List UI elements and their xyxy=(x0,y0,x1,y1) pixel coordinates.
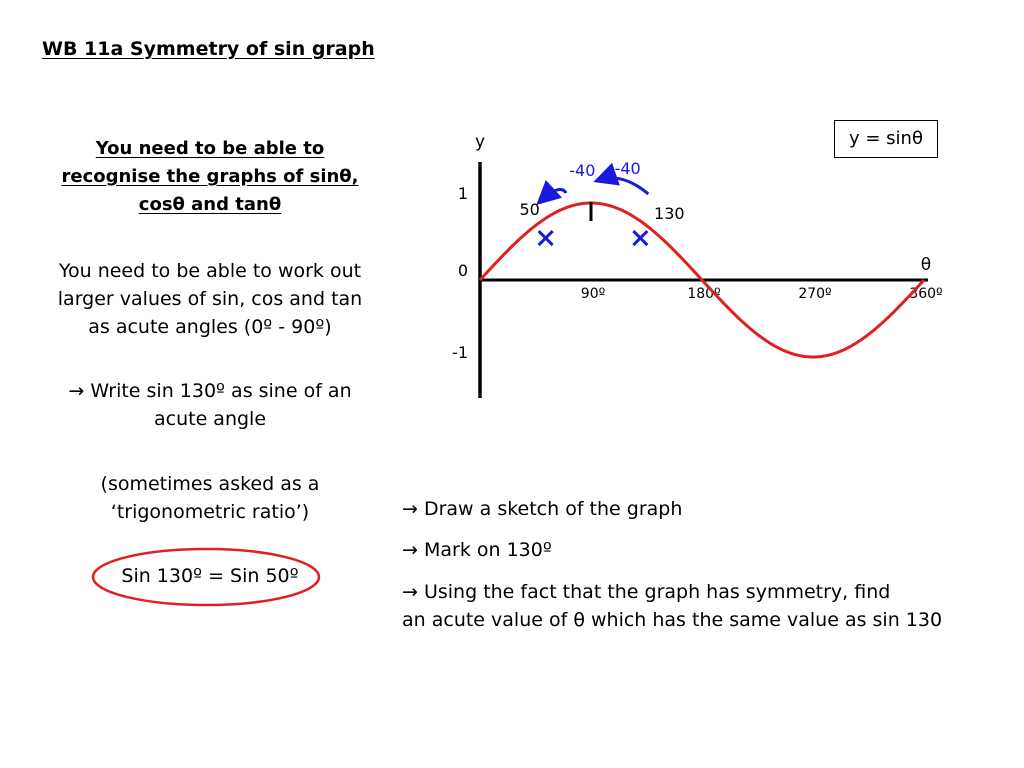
page-title: WB 11a Symmetry of sin graph xyxy=(42,38,375,60)
y-tick-label: 1 xyxy=(457,184,468,203)
text-line: (sometimes asked as a xyxy=(100,473,320,495)
step-text: Using the fact that the graph has symmetry, find xyxy=(423,581,891,603)
step-1 xyxy=(402,495,1002,523)
arrow-label: -40 xyxy=(569,161,596,180)
text-line: as acute angles (0º - 90º) xyxy=(88,316,332,338)
step-text: Mark on 130º xyxy=(423,539,552,561)
arrow-icon: → xyxy=(402,581,418,603)
step-text: Draw a sketch of the graph xyxy=(423,498,683,520)
arrow-label: -40 xyxy=(614,159,641,178)
text-line: larger values of sin, cos and tan xyxy=(57,288,363,310)
step-2 xyxy=(402,536,1002,564)
answer-circle xyxy=(93,549,319,605)
text: Write sin 130º as sine of an xyxy=(90,380,352,402)
arrow-icon: → xyxy=(68,380,85,402)
arrow-90-to-50 xyxy=(541,189,566,201)
x-tick-label: 270º xyxy=(798,286,832,302)
text-line: You need to be able to work out xyxy=(58,260,362,282)
arrow-icon: → xyxy=(402,539,418,561)
point-label-50: 50 xyxy=(519,200,540,219)
chart-legend: y = sinθ xyxy=(834,120,938,158)
answer-text: Sin 130º = Sin 50º xyxy=(121,565,299,587)
step-text: an acute value of θ which has the same value as sin 130 xyxy=(402,609,943,631)
y-axis-label: y xyxy=(474,132,486,152)
heading-line: You need to be able to xyxy=(95,138,325,159)
x-tick-label: 180º xyxy=(687,286,721,302)
x-tick-label: 360º xyxy=(909,286,943,302)
text-line: ‘trigonometric ratio’) xyxy=(110,501,310,523)
arrow-130-to-90 xyxy=(599,178,648,194)
heading-line: recognise the graphs of sinθ, xyxy=(61,166,359,187)
sine-chart xyxy=(440,120,960,420)
x-axis-label: θ xyxy=(920,255,932,275)
point-label-130: 130 xyxy=(654,204,685,223)
arrow-icon: → xyxy=(402,498,418,520)
y-tick-label: 0 xyxy=(457,261,468,280)
x-tick-label: 90º xyxy=(580,286,606,302)
step-3 xyxy=(402,578,1002,634)
heading-line: cosθ and tanθ xyxy=(138,194,282,215)
text-line: acute angle xyxy=(153,408,267,430)
y-tick-label: -1 xyxy=(452,343,468,362)
